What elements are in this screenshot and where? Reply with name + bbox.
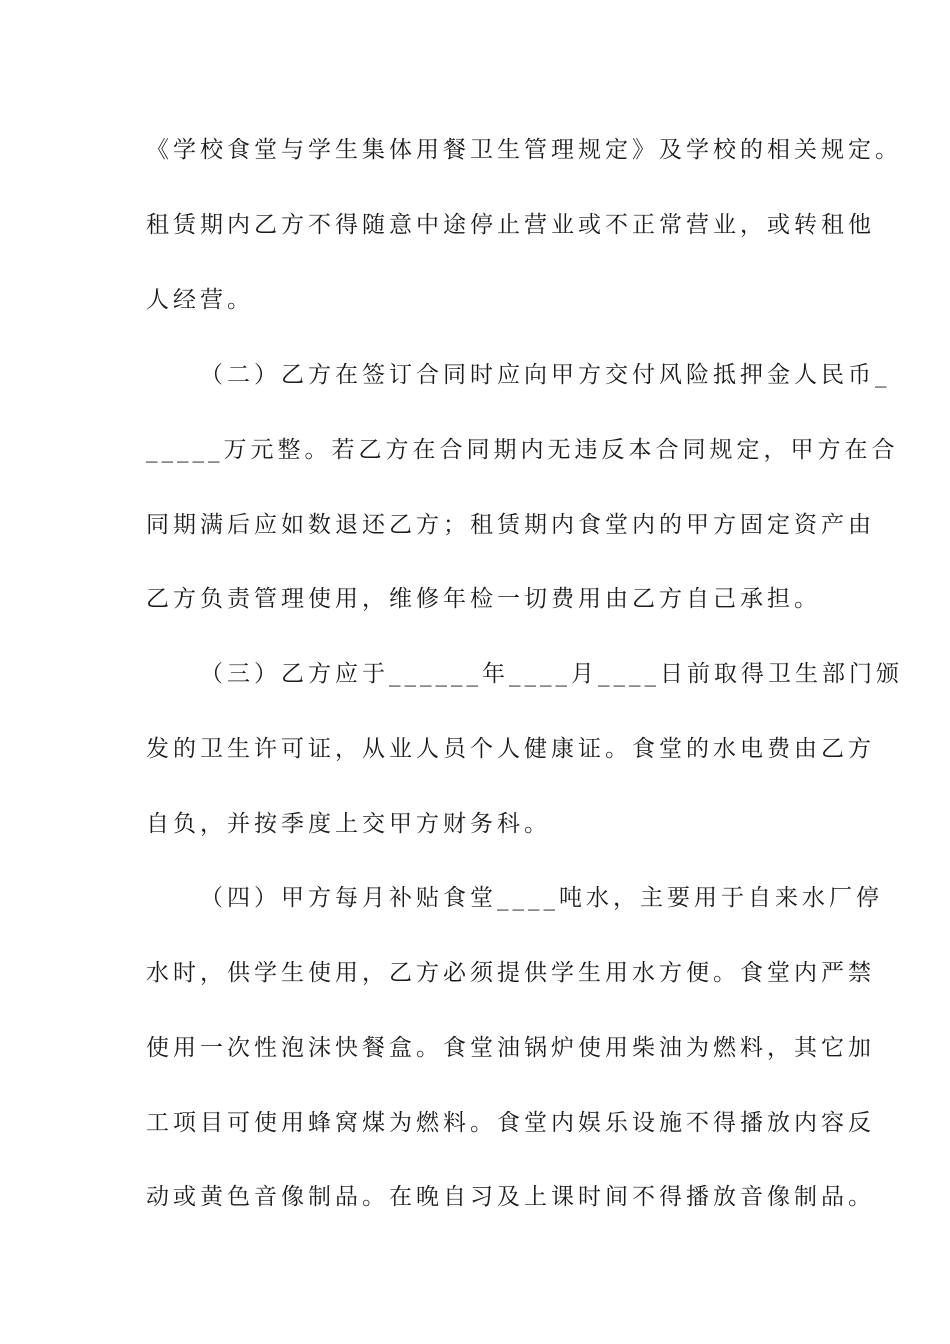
text-line: 自负，并按季度上交甲方财务科。	[146, 811, 551, 837]
text-line: 乙方负责管理使用，维修年检一切费用由乙方自己承担。	[146, 586, 821, 612]
text-line: 动或黄色音像制品。在晚自习及上课时间不得播放音像制品。	[146, 1184, 875, 1210]
text-line: 水时，供学生使用，乙方必须提供学生用水方便。食堂内严禁	[146, 960, 875, 986]
text-line: 同期满后应如数退还乙方；租赁期内食堂内的甲方固定资产由	[146, 512, 875, 538]
text-line: 发的卫生许可证，从业人员个人健康证。食堂的水电费由乙方	[146, 736, 875, 762]
text-line: 使用一次性泡沫快餐盒。食堂油锅炉使用柴油为燃料，其它加	[146, 1035, 875, 1061]
text-line: （三）乙方应于______年____月____日前取得卫生部门颁	[200, 661, 903, 687]
text-line: 租赁期内乙方不得随意中途停止营业或不正常营业，或转租他	[146, 212, 875, 238]
text-line: _____万元整。若乙方在合同期内无违反本合同规定，甲方在合	[146, 437, 899, 463]
text-line: 《学校食堂与学生集体用餐卫生管理规定》及学校的相关规定。	[146, 137, 902, 163]
text-line: 工项目可使用蜂窝煤为燃料。食堂内娱乐设施不得播放内容反	[146, 1110, 875, 1136]
text-line: （二）乙方在签订合同时应向甲方交付风险抵押金人民币_	[200, 362, 891, 388]
text-line: （四）甲方每月补贴食堂____吨水，主要用于自来水厂停	[200, 885, 883, 911]
text-line: 人经营。	[146, 287, 254, 313]
